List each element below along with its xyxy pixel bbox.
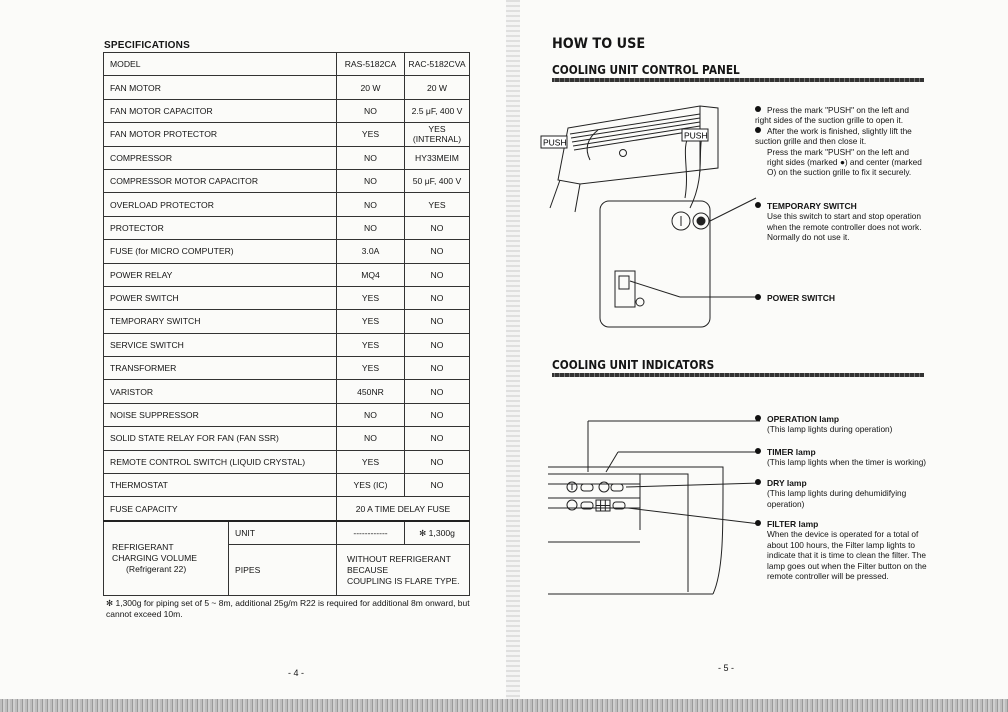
spec-value-cva: NO [405, 450, 470, 473]
table-row [104, 403, 470, 426]
table-row [104, 286, 470, 309]
indicators-heading: COOLING UNIT INDICATORS [552, 358, 715, 372]
bullet-icon [755, 294, 761, 300]
fuse-capacity-label: FUSE CAPACITY [104, 497, 337, 521]
spec-value-ca: NO [337, 146, 405, 169]
spec-value-cva: 20 W [405, 76, 470, 99]
specifications-title: SPECIFICATIONS [104, 40, 190, 51]
bullet-icon [755, 127, 761, 133]
timer-lamp-note [755, 447, 927, 468]
page-number-left: - 4 - [288, 668, 305, 678]
spec-value-ca: NO [337, 216, 405, 239]
spec-item-label: FAN MOTOR CAPACITOR [104, 99, 337, 122]
spec-value-ca: YES [337, 123, 405, 146]
specifications-table [103, 52, 470, 596]
spec-item-label: SOLID STATE RELAY FOR FAN (FAN SSR) [104, 427, 337, 450]
spec-value-ca: YES (IC) [337, 474, 405, 497]
spec-value-cva: NO [405, 403, 470, 426]
temporary-switch-title: TEMPORARY SWITCH [767, 201, 857, 211]
table-row [104, 333, 470, 356]
heading-rule-1 [552, 78, 924, 82]
dry-lamp-title: DRY lamp [767, 478, 807, 488]
spec-value-cva: 50 μF, 400 V [405, 169, 470, 192]
spec-value-cva: YES (INTERNAL) [405, 123, 470, 146]
unit-value-cva: ✻ 1,300g [405, 521, 470, 545]
spec-value-ca: NO [337, 99, 405, 122]
spec-item-label: TRANSFORMER [104, 357, 337, 380]
operation-lamp-note [755, 414, 927, 435]
scan-edge-strip [0, 699, 1008, 712]
pipes-value-line: WITHOUT REFRIGERANT BECAUSE [347, 553, 451, 575]
operation-lamp-text: (This lamp lights during operation) [767, 424, 893, 435]
bullet-icon [755, 448, 761, 454]
spec-value-cva: HY33MEIM [405, 146, 470, 169]
spec-item-label: THERMOSTAT [104, 474, 337, 497]
push-instructions [755, 105, 927, 178]
spec-value-cva: NO [405, 357, 470, 380]
bullet-icon [755, 415, 761, 421]
spec-item-label: NOISE SUPPRESSOR [104, 403, 337, 426]
spec-item-label: OVERLOAD PROTECTOR [104, 193, 337, 216]
timer-lamp-title: TIMER lamp [767, 447, 816, 457]
table-row [104, 146, 470, 169]
table-row [104, 474, 470, 497]
spec-value-cva: NO [405, 310, 470, 333]
header-model: MODEL [104, 53, 337, 76]
spec-value-ca: YES [337, 333, 405, 356]
spec-value-cva: NO [405, 263, 470, 286]
control-panel-heading: COOLING UNIT CONTROL PANEL [552, 63, 740, 77]
spec-item-label: FAN MOTOR [104, 76, 337, 99]
spec-value-ca: MQ4 [337, 263, 405, 286]
unit-label: UNIT [229, 521, 337, 545]
refrigerant-label-line: (Refrigerant 22) [126, 564, 187, 574]
table-row [104, 450, 470, 473]
control-panel-illustration [540, 88, 750, 338]
heading-rule-2 [552, 373, 924, 377]
table-row [104, 310, 470, 333]
refrigerant-label [104, 521, 229, 596]
spec-item-label: POWER RELAY [104, 263, 337, 286]
spec-value-ca: YES [337, 357, 405, 380]
filter-lamp-text: When the device is operated for a total of about 100 hours, the Filter lamp lights to indicate that it is time to clean the filter. The lamp goes out when the Filter button on the remote controller will be pressed. [767, 529, 927, 582]
spec-value-cva: NO [405, 286, 470, 309]
table-row [104, 99, 470, 122]
filter-lamp-title: FILTER lamp [767, 519, 819, 529]
table-row-refrigerant-unit [104, 521, 470, 545]
table-row [104, 123, 470, 146]
pipes-label: PIPES [229, 545, 337, 596]
spec-value-cva: NO [405, 427, 470, 450]
spec-value-cva: 2.5 μF, 400 V [405, 99, 470, 122]
spec-item-label: FUSE (for MICRO COMPUTER) [104, 240, 337, 263]
push-label-left: PUSH [543, 137, 567, 148]
bullet-icon [755, 106, 761, 112]
spec-item-label: POWER SWITCH [104, 286, 337, 309]
header-model-cva: RAC-5182CVA [405, 53, 470, 76]
table-row [104, 240, 470, 263]
pipes-value-line: COUPLING IS FLARE TYPE. [347, 575, 460, 586]
refrigerant-footnote: ✻ 1,300g for piping set of 5 ~ 8m, additional 25g/m R22 is required for additional 8m onward, but cannot exceed 10m. [106, 598, 470, 619]
table-row [104, 427, 470, 450]
header-model-ca: RAS-5182CA [337, 53, 405, 76]
temporary-switch-text: Use this switch to start and stop operation when the remote controller does not work. Normally do not use it. [767, 211, 922, 243]
spec-item-label: SERVICE SWITCH [104, 333, 337, 356]
spec-value-cva: NO [405, 380, 470, 403]
table-row [104, 380, 470, 403]
bullet-icon [755, 520, 761, 526]
dry-lamp-note [755, 478, 927, 509]
dry-lamp-text: (This lamp lights during dehumidifying operation) [767, 488, 907, 509]
spec-value-ca: YES [337, 286, 405, 309]
fuse-capacity-value: 20 A TIME DELAY FUSE [337, 497, 470, 521]
indicators-illustration [548, 412, 768, 602]
table-row [104, 76, 470, 99]
table-row [104, 169, 470, 192]
push-label-right: PUSH [684, 130, 708, 141]
how-to-use-title: HOW TO USE [552, 36, 646, 52]
operation-lamp-title: OPERATION lamp [767, 414, 840, 424]
spec-value-cva: NO [405, 333, 470, 356]
spec-value-cva: NO [405, 240, 470, 263]
push-instruction-item: Press the mark "PUSH" on the left and right sides of the suction grille to open it. [755, 105, 909, 126]
refrigerant-label-line: REFRIGERANT [112, 542, 174, 552]
spec-value-ca: YES [337, 310, 405, 333]
spec-value-ca: YES [337, 450, 405, 473]
spec-value-cva: NO [405, 474, 470, 497]
spec-value-cva: NO [405, 216, 470, 239]
power-switch-note [755, 293, 835, 303]
push-instruction-item: Press the mark "PUSH" on the left and right sides (marked ●) and center (marked O) on the suction grille to fix it securely. [767, 146, 922, 178]
pipes-value [337, 545, 470, 596]
table-row [104, 263, 470, 286]
push-instruction-item: After the work is finished, slightly lift the suction grille and then close it. [755, 125, 912, 147]
spec-value-ca: 20 W [337, 76, 405, 99]
power-switch-title: POWER SWITCH [767, 293, 835, 303]
page-number-right: - 5 - [718, 663, 735, 673]
spec-item-label: VARISTOR [104, 380, 337, 403]
temporary-switch-note [755, 201, 927, 243]
refrigerant-label-line: CHARGING VOLUME [112, 553, 197, 563]
spec-value-ca: NO [337, 193, 405, 216]
bullet-icon [755, 202, 761, 208]
table-row [104, 216, 470, 239]
timer-lamp-text: (This lamp lights when the timer is working) [767, 457, 927, 468]
spec-item-label: REMOTE CONTROL SWITCH (LIQUID CRYSTAL) [104, 450, 337, 473]
spec-item-label: PROTECTOR [104, 216, 337, 239]
spec-item-label: COMPRESSOR [104, 146, 337, 169]
filter-lamp-note [755, 519, 927, 581]
table-row [104, 193, 470, 216]
spec-value-ca: 3.0A [337, 240, 405, 263]
spec-item-label: FAN MOTOR PROTECTOR [104, 123, 337, 146]
specifications-table-body [104, 53, 470, 596]
spec-value-ca: NO [337, 427, 405, 450]
spec-value-ca: 450NR [337, 380, 405, 403]
spec-value-ca: NO [337, 169, 405, 192]
spec-item-label: COMPRESSOR MOTOR CAPACITOR [104, 169, 337, 192]
table-header-row [104, 53, 470, 76]
bullet-icon [755, 479, 761, 485]
spec-item-label: TEMPORARY SWITCH [104, 310, 337, 333]
table-row [104, 357, 470, 380]
spec-value-ca: NO [337, 403, 405, 426]
spec-value-cva: YES [405, 193, 470, 216]
unit-value-ca: ------------ [337, 521, 405, 545]
table-row-fuse-capacity [104, 497, 470, 521]
